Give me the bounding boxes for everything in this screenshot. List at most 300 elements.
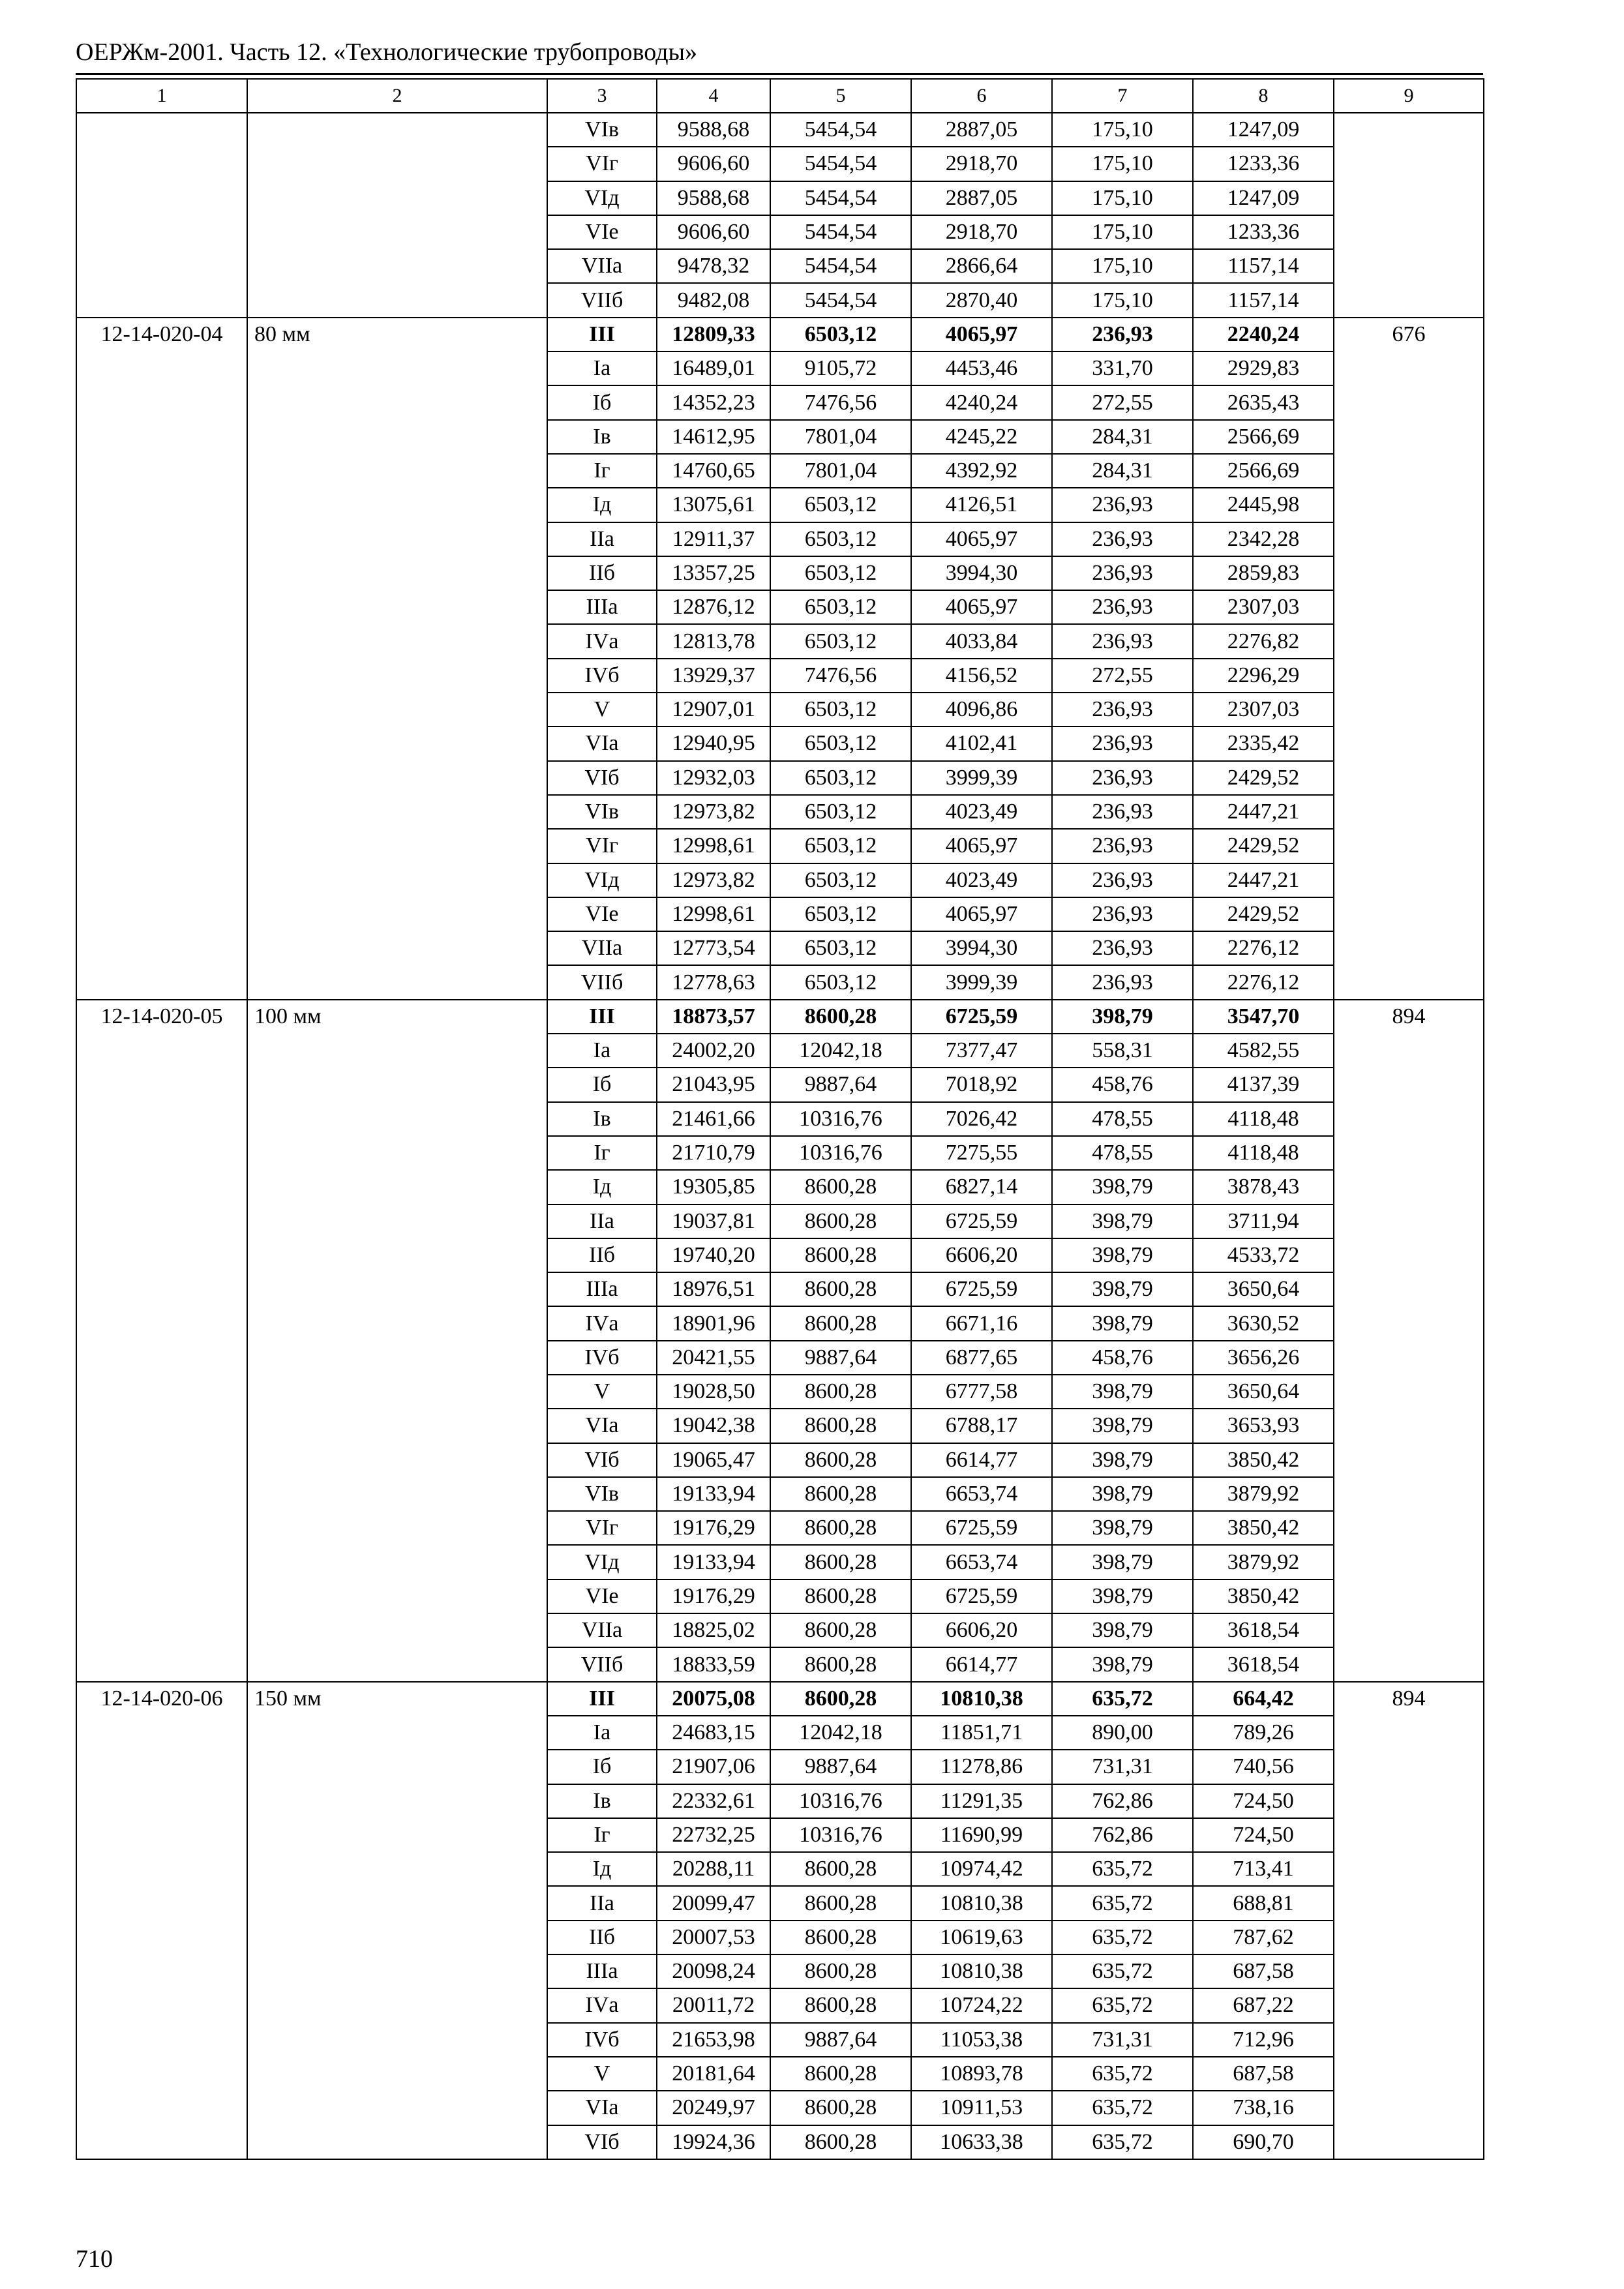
table-row: [76, 1682, 1484, 1716]
machines-cell: 4156,52: [911, 659, 1052, 693]
materials-cell: 3850,42: [1193, 1443, 1334, 1477]
materials-cell: 787,62: [1193, 1921, 1334, 1954]
total-cost-cell: 19042,38: [657, 1409, 770, 1443]
machines-cell: 3999,39: [911, 761, 1052, 795]
price-code-cell: VIа: [547, 1409, 657, 1443]
materials-cell: 4137,39: [1193, 1068, 1334, 1101]
machines-cell: 10724,22: [911, 1988, 1052, 2022]
wages-cell: 12042,18: [770, 1716, 911, 1750]
drivers-wages-cell: 458,76: [1052, 1341, 1193, 1375]
materials-cell: 2276,12: [1193, 931, 1334, 965]
drivers-wages-cell: 236,93: [1052, 522, 1193, 556]
price-code-cell: V: [547, 1375, 657, 1409]
machines-cell: 6725,59: [911, 1000, 1052, 1034]
drivers-wages-cell: 762,86: [1052, 1818, 1193, 1852]
page-title: ОЕРЖм-2001. Часть 12. «Технологические трубопроводы»: [76, 38, 698, 66]
materials-cell: 2859,83: [1193, 556, 1334, 590]
price-code-cell: Iд: [547, 1852, 657, 1886]
drivers-wages-cell: 284,31: [1052, 420, 1193, 454]
price-code-cell: VIв: [547, 113, 657, 147]
materials-cell: 3878,43: [1193, 1170, 1334, 1204]
machines-cell: 6725,59: [911, 1204, 1052, 1238]
price-code-cell: Iа: [547, 1716, 657, 1750]
drivers-wages-cell: 236,93: [1052, 965, 1193, 999]
drivers-wages-cell: 236,93: [1052, 318, 1193, 352]
price-code-cell: III: [547, 1682, 657, 1716]
price-code-cell: Iв: [547, 1784, 657, 1818]
price-code-cell: VIа: [547, 726, 657, 760]
drivers-wages-cell: 731,31: [1052, 1750, 1193, 1784]
materials-cell: 3618,54: [1193, 1613, 1334, 1647]
machines-cell: 2918,70: [911, 215, 1052, 249]
wages-cell: 9887,64: [770, 1750, 911, 1784]
total-cost-cell: 14352,23: [657, 385, 770, 419]
total-cost-cell: 24683,15: [657, 1716, 770, 1750]
wages-cell: 8600,28: [770, 1988, 911, 2022]
wages-cell: 7801,04: [770, 454, 911, 488]
drivers-wages-cell: 478,55: [1052, 1136, 1193, 1170]
price-code-cell: Iа: [547, 352, 657, 385]
total-cost-cell: 14760,65: [657, 454, 770, 488]
total-cost-cell: 9482,08: [657, 283, 770, 317]
price-code-cell: IVа: [547, 624, 657, 658]
price-code-cell: Iг: [547, 1818, 657, 1852]
table-body: [76, 79, 1484, 2159]
rate-code-cell: [76, 113, 247, 318]
wages-cell: 6503,12: [770, 965, 911, 999]
total-cost-cell: 21653,98: [657, 2023, 770, 2057]
price-code-cell: V: [547, 693, 657, 726]
total-cost-cell: 19037,81: [657, 1204, 770, 1238]
wages-cell: 5454,54: [770, 249, 911, 283]
materials-cell: 2445,98: [1193, 488, 1334, 522]
drivers-wages-cell: 236,93: [1052, 590, 1193, 624]
pipe-diameter-cell: 80 мм: [247, 318, 547, 1000]
price-code-cell: Iб: [547, 1750, 657, 1784]
materials-cell: 3547,70: [1193, 1000, 1334, 1034]
column-header-row: [76, 79, 1484, 113]
total-cost-cell: 19028,50: [657, 1375, 770, 1409]
materials-cell: 724,50: [1193, 1784, 1334, 1818]
materials-cell: 2566,69: [1193, 454, 1334, 488]
price-code-cell: VIв: [547, 795, 657, 829]
rate-code-cell: 12-14-020-04: [76, 318, 247, 1000]
price-code-cell: Iд: [547, 1170, 657, 1204]
price-code-cell: IIа: [547, 1204, 657, 1238]
materials-cell: 4533,72: [1193, 1238, 1334, 1272]
machines-cell: 10619,63: [911, 1921, 1052, 1954]
total-cost-cell: 20007,53: [657, 1921, 770, 1954]
wages-cell: 6503,12: [770, 726, 911, 760]
drivers-wages-cell: 635,72: [1052, 1886, 1193, 1920]
drivers-wages-cell: 398,79: [1052, 1579, 1193, 1613]
drivers-wages-cell: 398,79: [1052, 1238, 1193, 1272]
machines-cell: 3994,30: [911, 931, 1052, 965]
machines-cell: 2870,40: [911, 283, 1052, 317]
wages-cell: 9887,64: [770, 1341, 911, 1375]
materials-cell: 1157,14: [1193, 249, 1334, 283]
total-cost-cell: 21043,95: [657, 1068, 770, 1101]
wages-cell: 5454,54: [770, 283, 911, 317]
wages-cell: 8600,28: [770, 1306, 911, 1340]
machines-cell: 6614,77: [911, 1443, 1052, 1477]
weight-cell: 894: [1334, 1000, 1484, 1682]
drivers-wages-cell: 284,31: [1052, 454, 1193, 488]
column-header: 6: [911, 79, 1052, 113]
machines-cell: 4023,49: [911, 863, 1052, 897]
drivers-wages-cell: 236,93: [1052, 795, 1193, 829]
drivers-wages-cell: 398,79: [1052, 1613, 1193, 1647]
drivers-wages-cell: 175,10: [1052, 249, 1193, 283]
price-code-cell: IVб: [547, 659, 657, 693]
drivers-wages-cell: 236,93: [1052, 897, 1193, 931]
drivers-wages-cell: 398,79: [1052, 1170, 1193, 1204]
wages-cell: 7476,56: [770, 385, 911, 419]
drivers-wages-cell: 398,79: [1052, 1375, 1193, 1409]
machines-cell: 4065,97: [911, 897, 1052, 931]
wages-cell: 7476,56: [770, 659, 911, 693]
machines-cell: 4065,97: [911, 318, 1052, 352]
drivers-wages-cell: 175,10: [1052, 215, 1193, 249]
machines-cell: 10810,38: [911, 1886, 1052, 1920]
drivers-wages-cell: 398,79: [1052, 1545, 1193, 1579]
wages-cell: 8600,28: [770, 1170, 911, 1204]
wages-cell: 8600,28: [770, 1204, 911, 1238]
machines-cell: 10911,53: [911, 2091, 1052, 2125]
total-cost-cell: 19176,29: [657, 1579, 770, 1613]
price-code-cell: III: [547, 1000, 657, 1034]
total-cost-cell: 12998,61: [657, 897, 770, 931]
materials-cell: 4118,48: [1193, 1136, 1334, 1170]
pipe-diameter-cell: 150 мм: [247, 1682, 547, 2159]
total-cost-cell: 9588,68: [657, 113, 770, 147]
wages-cell: 9887,64: [770, 2023, 911, 2057]
machines-cell: 7377,47: [911, 1034, 1052, 1068]
drivers-wages-cell: 458,76: [1052, 1068, 1193, 1101]
machines-cell: 4096,86: [911, 693, 1052, 726]
price-code-cell: VIд: [547, 181, 657, 215]
price-code-cell: IIIа: [547, 1954, 657, 1988]
drivers-wages-cell: 236,93: [1052, 829, 1193, 863]
machines-cell: 6606,20: [911, 1238, 1052, 1272]
machines-cell: 4453,46: [911, 352, 1052, 385]
price-code-cell: Iб: [547, 385, 657, 419]
wages-cell: 6503,12: [770, 863, 911, 897]
price-code-cell: V: [547, 2057, 657, 2091]
price-code-cell: III: [547, 318, 657, 352]
wages-cell: 5454,54: [770, 181, 911, 215]
materials-cell: 4582,55: [1193, 1034, 1334, 1068]
machines-cell: 4033,84: [911, 624, 1052, 658]
materials-cell: 789,26: [1193, 1716, 1334, 1750]
drivers-wages-cell: 635,72: [1052, 1921, 1193, 1954]
total-cost-cell: 12998,61: [657, 829, 770, 863]
drivers-wages-cell: 175,10: [1052, 181, 1193, 215]
drivers-wages-cell: 731,31: [1052, 2023, 1193, 2057]
price-code-cell: IIб: [547, 1238, 657, 1272]
wages-cell: 6503,12: [770, 795, 911, 829]
machines-cell: 4065,97: [911, 590, 1052, 624]
price-code-cell: VIа: [547, 2091, 657, 2125]
machines-cell: 10974,42: [911, 1852, 1052, 1886]
drivers-wages-cell: 236,93: [1052, 863, 1193, 897]
price-code-cell: IIIа: [547, 590, 657, 624]
drivers-wages-cell: 558,31: [1052, 1034, 1193, 1068]
machines-cell: 6777,58: [911, 1375, 1052, 1409]
total-cost-cell: 21461,66: [657, 1102, 770, 1136]
materials-cell: 1233,36: [1193, 147, 1334, 181]
drivers-wages-cell: 272,55: [1052, 659, 1193, 693]
wages-cell: 10316,76: [770, 1102, 911, 1136]
machines-cell: 11690,99: [911, 1818, 1052, 1852]
materials-cell: 3879,92: [1193, 1545, 1334, 1579]
machines-cell: 6671,16: [911, 1306, 1052, 1340]
price-code-cell: IVа: [547, 1988, 657, 2022]
wages-cell: 8600,28: [770, 1443, 911, 1477]
drivers-wages-cell: 635,72: [1052, 1954, 1193, 1988]
wages-cell: 6503,12: [770, 522, 911, 556]
wages-cell: 8600,28: [770, 1272, 911, 1306]
price-code-cell: VIг: [547, 829, 657, 863]
materials-cell: 2335,42: [1193, 726, 1334, 760]
drivers-wages-cell: 236,93: [1052, 556, 1193, 590]
wages-cell: 8600,28: [770, 2125, 911, 2159]
column-header: 7: [1052, 79, 1193, 113]
table-row: [76, 113, 1484, 147]
drivers-wages-cell: 398,79: [1052, 1511, 1193, 1545]
column-header: 5: [770, 79, 911, 113]
weight-cell: 676: [1334, 318, 1484, 1000]
materials-cell: 740,56: [1193, 1750, 1334, 1784]
price-code-cell: VIIб: [547, 965, 657, 999]
materials-cell: 2240,24: [1193, 318, 1334, 352]
price-code-cell: VIIа: [547, 249, 657, 283]
price-code-cell: IIа: [547, 1886, 657, 1920]
machines-cell: 4065,97: [911, 829, 1052, 863]
materials-cell: 687,58: [1193, 1954, 1334, 1988]
price-code-cell: Iв: [547, 1102, 657, 1136]
machines-cell: 4065,97: [911, 522, 1052, 556]
total-cost-cell: 20099,47: [657, 1886, 770, 1920]
machines-cell: 10633,38: [911, 2125, 1052, 2159]
materials-cell: 3656,26: [1193, 1341, 1334, 1375]
price-code-cell: VIIа: [547, 1613, 657, 1647]
wages-cell: 6503,12: [770, 624, 911, 658]
total-cost-cell: 20421,55: [657, 1341, 770, 1375]
price-code-cell: VIе: [547, 1579, 657, 1613]
price-code-cell: VIг: [547, 147, 657, 181]
wages-cell: 6503,12: [770, 556, 911, 590]
price-code-cell: Iг: [547, 454, 657, 488]
wages-cell: 10316,76: [770, 1136, 911, 1170]
total-cost-cell: 12907,01: [657, 693, 770, 726]
wages-cell: 10316,76: [770, 1784, 911, 1818]
machines-cell: 6877,65: [911, 1341, 1052, 1375]
materials-cell: 687,58: [1193, 2057, 1334, 2091]
materials-cell: 690,70: [1193, 2125, 1334, 2159]
total-cost-cell: 9606,60: [657, 147, 770, 181]
drivers-wages-cell: 175,10: [1052, 283, 1193, 317]
total-cost-cell: 12813,78: [657, 624, 770, 658]
drivers-wages-cell: 331,70: [1052, 352, 1193, 385]
materials-cell: 724,50: [1193, 1818, 1334, 1852]
materials-cell: 3879,92: [1193, 1477, 1334, 1511]
total-cost-cell: 19133,94: [657, 1477, 770, 1511]
materials-cell: 2429,52: [1193, 761, 1334, 795]
drivers-wages-cell: 762,86: [1052, 1784, 1193, 1818]
drivers-wages-cell: 635,72: [1052, 1852, 1193, 1886]
machines-cell: 6653,74: [911, 1545, 1052, 1579]
wages-cell: 8600,28: [770, 1682, 911, 1716]
wages-cell: 5454,54: [770, 215, 911, 249]
total-cost-cell: 14612,95: [657, 420, 770, 454]
machines-cell: 4126,51: [911, 488, 1052, 522]
machines-cell: 6653,74: [911, 1477, 1052, 1511]
total-cost-cell: 19740,20: [657, 1238, 770, 1272]
total-cost-cell: 16489,01: [657, 352, 770, 385]
price-code-cell: VIб: [547, 2125, 657, 2159]
materials-cell: 2296,29: [1193, 659, 1334, 693]
total-cost-cell: 19924,36: [657, 2125, 770, 2159]
materials-cell: 664,42: [1193, 1682, 1334, 1716]
machines-cell: 4102,41: [911, 726, 1052, 760]
drivers-wages-cell: 175,10: [1052, 147, 1193, 181]
machines-cell: 10893,78: [911, 2057, 1052, 2091]
header-rule: [76, 73, 1483, 75]
price-code-cell: VIIа: [547, 931, 657, 965]
materials-cell: 2307,03: [1193, 693, 1334, 726]
materials-cell: 2929,83: [1193, 352, 1334, 385]
machines-cell: 2918,70: [911, 147, 1052, 181]
machines-cell: 3999,39: [911, 965, 1052, 999]
pipe-diameter-cell: 100 мм: [247, 1000, 547, 1682]
drivers-wages-cell: 175,10: [1052, 113, 1193, 147]
drivers-wages-cell: 398,79: [1052, 1204, 1193, 1238]
drivers-wages-cell: 398,79: [1052, 1443, 1193, 1477]
materials-cell: 1247,09: [1193, 181, 1334, 215]
price-code-cell: Iв: [547, 420, 657, 454]
wages-cell: 8600,28: [770, 1000, 911, 1034]
total-cost-cell: 21710,79: [657, 1136, 770, 1170]
machines-cell: 6725,59: [911, 1579, 1052, 1613]
price-code-cell: VIIб: [547, 1647, 657, 1681]
wages-cell: 9105,72: [770, 352, 911, 385]
total-cost-cell: 19133,94: [657, 1545, 770, 1579]
materials-cell: 2566,69: [1193, 420, 1334, 454]
machines-cell: 4245,22: [911, 420, 1052, 454]
total-cost-cell: 20249,97: [657, 2091, 770, 2125]
drivers-wages-cell: 236,93: [1052, 693, 1193, 726]
total-cost-cell: 13929,37: [657, 659, 770, 693]
table-row: [76, 318, 1484, 352]
machines-cell: 6606,20: [911, 1613, 1052, 1647]
drivers-wages-cell: 236,93: [1052, 488, 1193, 522]
price-code-cell: Iд: [547, 488, 657, 522]
materials-cell: 713,41: [1193, 1852, 1334, 1886]
price-code-cell: IIа: [547, 522, 657, 556]
price-code-cell: VIг: [547, 1511, 657, 1545]
materials-cell: 3618,54: [1193, 1647, 1334, 1681]
total-cost-cell: 13075,61: [657, 488, 770, 522]
drivers-wages-cell: 398,79: [1052, 1647, 1193, 1681]
price-code-cell: IVа: [547, 1306, 657, 1340]
machines-cell: 4240,24: [911, 385, 1052, 419]
drivers-wages-cell: 635,72: [1052, 2057, 1193, 2091]
rate-code-cell: 12-14-020-06: [76, 1682, 247, 2159]
materials-cell: 688,81: [1193, 1886, 1334, 1920]
machines-cell: 2887,05: [911, 113, 1052, 147]
total-cost-cell: 12809,33: [657, 318, 770, 352]
wages-cell: 5454,54: [770, 113, 911, 147]
materials-cell: 3850,42: [1193, 1579, 1334, 1613]
machines-cell: 6614,77: [911, 1647, 1052, 1681]
drivers-wages-cell: 236,93: [1052, 761, 1193, 795]
total-cost-cell: 18976,51: [657, 1272, 770, 1306]
column-header: 3: [547, 79, 657, 113]
machines-cell: 6788,17: [911, 1409, 1052, 1443]
drivers-wages-cell: 236,93: [1052, 931, 1193, 965]
weight-cell: [1334, 113, 1484, 318]
total-cost-cell: 21907,06: [657, 1750, 770, 1784]
machines-cell: 11291,35: [911, 1784, 1052, 1818]
machines-cell: 6725,59: [911, 1511, 1052, 1545]
machines-cell: 2866,64: [911, 249, 1052, 283]
total-cost-cell: 12973,82: [657, 863, 770, 897]
machines-cell: 7275,55: [911, 1136, 1052, 1170]
page-number: 710: [76, 2245, 113, 2273]
wages-cell: 8600,28: [770, 1886, 911, 1920]
price-code-cell: VIд: [547, 1545, 657, 1579]
drivers-wages-cell: 890,00: [1052, 1716, 1193, 1750]
wages-cell: 6503,12: [770, 318, 911, 352]
total-cost-cell: 12911,37: [657, 522, 770, 556]
machines-cell: 7026,42: [911, 1102, 1052, 1136]
total-cost-cell: 20288,11: [657, 1852, 770, 1886]
pipe-diameter-cell: [247, 113, 547, 318]
total-cost-cell: 19305,85: [657, 1170, 770, 1204]
materials-cell: 2429,52: [1193, 897, 1334, 931]
column-header: 2: [247, 79, 547, 113]
table-row: [76, 1000, 1484, 1034]
wages-cell: 6503,12: [770, 897, 911, 931]
materials-cell: 3650,64: [1193, 1272, 1334, 1306]
price-code-cell: VIб: [547, 761, 657, 795]
wages-cell: 8600,28: [770, 1545, 911, 1579]
drivers-wages-cell: 272,55: [1052, 385, 1193, 419]
wages-cell: 8600,28: [770, 1954, 911, 1988]
total-cost-cell: 24002,20: [657, 1034, 770, 1068]
wages-cell: 6503,12: [770, 693, 911, 726]
drivers-wages-cell: 398,79: [1052, 1477, 1193, 1511]
wages-cell: 8600,28: [770, 1477, 911, 1511]
total-cost-cell: 12940,95: [657, 726, 770, 760]
wages-cell: 8600,28: [770, 1238, 911, 1272]
drivers-wages-cell: 398,79: [1052, 1272, 1193, 1306]
total-cost-cell: 12778,63: [657, 965, 770, 999]
machines-cell: 7018,92: [911, 1068, 1052, 1101]
total-cost-cell: 9588,68: [657, 181, 770, 215]
rate-code-cell: 12-14-020-05: [76, 1000, 247, 1682]
materials-cell: 2276,12: [1193, 965, 1334, 999]
total-cost-cell: 20181,64: [657, 2057, 770, 2091]
weight-cell: 894: [1334, 1682, 1484, 2159]
total-cost-cell: 19176,29: [657, 1511, 770, 1545]
wages-cell: 6503,12: [770, 931, 911, 965]
materials-cell: 2447,21: [1193, 863, 1334, 897]
column-header: 9: [1334, 79, 1484, 113]
drivers-wages-cell: 236,93: [1052, 624, 1193, 658]
machines-cell: 4392,92: [911, 454, 1052, 488]
